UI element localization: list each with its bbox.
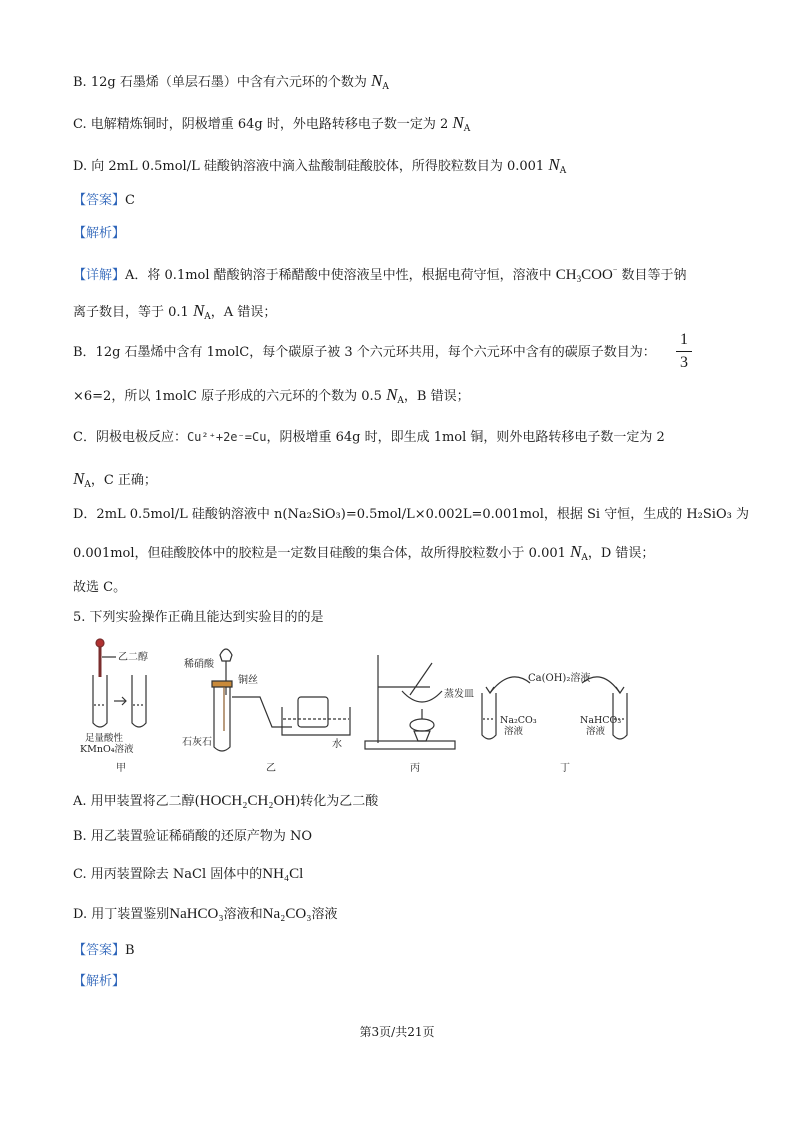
label-solution-right: 溶液 (586, 726, 606, 737)
analysis-2-heading: 【解析】 (73, 974, 126, 989)
label-limestone: 石灰石 (182, 737, 212, 748)
label-copper-wire: 铜丝 (238, 675, 258, 686)
label-dilute-nitric-acid: 稀硝酸 (184, 659, 214, 670)
apparatus-figure (60, 635, 680, 781)
detail-c-line2: $N_A$，C 正确； (73, 469, 157, 490)
page-footer (0, 1023, 794, 1040)
option-b-prev: B. 12g 石墨烯（单层石墨）中含有六元环的个数为 $N_A$ (73, 71, 389, 92)
caption-bing: 丙 (410, 763, 420, 774)
fraction-one-third: 1 3 (676, 330, 692, 373)
label-evaporating-dish: 蒸发皿 (444, 689, 474, 700)
apparatus-diagram (60, 635, 680, 777)
detail-a-line1: 【详解】A．将 0.1mol 醋酸钠溶于稀醋酸中使溶液呈中性，根据电荷守恒，溶液中 $CH_3COO^-$ 数目等于钠 (73, 265, 687, 284)
label-excess-acidic: 足量酸性 (85, 733, 124, 744)
label-ethylene-glycol: 乙二醇 (118, 652, 148, 663)
answer-1: 【答案】C (73, 193, 135, 208)
apparatus-bing (365, 655, 455, 749)
acetate-ion: $CH_3COO^-$ (555, 265, 618, 284)
option-c: C. 用丙装置除去 NaCl 固体中的NH₄Cl (73, 866, 304, 882)
caption-ding: 丁 (560, 763, 570, 774)
question-5-stem: 5. 下列实验操作正确且能达到实验目的的是 (73, 610, 324, 625)
label-calcium-hydroxide: Ca(OH)₂溶液 (528, 673, 591, 684)
option-b: B. 用乙装置验证稀硝酸的还原产物为 NO (73, 829, 312, 844)
analysis-1-heading: 【解析】 (73, 226, 126, 241)
detail-d-line2: 0.001mol，但硅酸胶体中的胶粒是一定数目硅酸的集合体，故所得胶粒数小于 0.001 $N_A$，D 错误； (73, 542, 655, 563)
caption-yi: 乙 (266, 763, 276, 774)
option-d-prev: D. 向 2mL 0.5mol/L 硅酸钠溶液中滴入盐酸制硅酸胶体，所得胶粒数目为 0.001 $N_A$ (73, 155, 567, 176)
detail-conclusion: 故选 C。 (73, 580, 127, 595)
option-c-prev: C. 电解精炼铜时，阴极增重 64g 时，外电路转移电子数一定为 2 $N_A$ (73, 113, 471, 134)
detail-b-line2: ×6=2，所以 1molC 原子形成的六元环的个数为 0.5 $N_A$，B 错误； (73, 385, 470, 406)
label-sodium-bicarbonate: NaHCO₃ (580, 715, 622, 726)
apparatus-yi (212, 649, 350, 751)
answer-2: 【答案】B (73, 943, 135, 958)
label-kmno4-solution: KMnO₄溶液 (80, 744, 134, 755)
label-sodium-carbonate: Na₂CO₃ (500, 715, 537, 726)
detail-a-line2: 离子数目，等于 0.1 $N_A$，A 错误； (73, 301, 277, 322)
detail-c-line1: C．阴极电极反应：Cu²⁺+2e⁻=Cu，阴极增重 64g 时，即生成 1mol 铜，则外电路转移电子数一定为 2 (73, 430, 665, 445)
page-number: 第3页/共21页 (359, 1025, 435, 1039)
label-solution-left: 溶液 (504, 726, 524, 737)
option-a: A. 用甲装置将乙二醇(HOCH₂CH₂OH)转化为乙二酸 (73, 793, 379, 809)
option-d: D. 用丁装置鉴别NaHCO₃溶液和Na₂CO₃溶液 (73, 906, 338, 922)
detail-d-line1: D．2mL 0.5mol/L 硅酸钠溶液中 n(Na₂SiO₃)=0.5mol/L×0.002L=0.001mol，根据 Si 守恒，生成的 H₂SiO₃ 为 (73, 507, 749, 522)
caption-jia: 甲 (116, 763, 126, 774)
label-water: 水 (332, 739, 342, 750)
detail-b-line1: B．12g 石墨烯中含有 1molC，每个碳原子被 3 个六元环共用，每个六元环中含有的碳原子数目为： (73, 345, 656, 360)
